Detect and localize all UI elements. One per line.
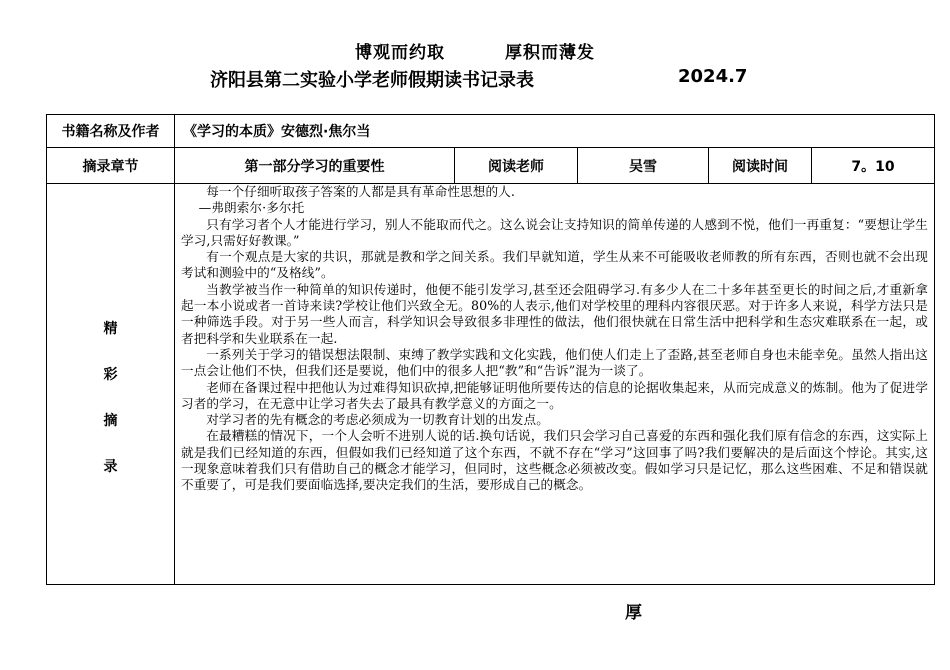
excerpt-text <box>175 184 934 494</box>
footer-fragment: 厚 <box>625 603 642 623</box>
excerpt-paragraph: 一系列关于学习的错误想法限制、束缚了教学实践和文化实践，他们使人们走上了歪路,甚至老师自身也未能幸免。虽然人指出这一点会让他们不快，但我们还是要说，他们中的很多人把“教”和“告诉”混为一谈了。 <box>181 346 928 379</box>
chapter-row <box>47 148 935 184</box>
motto <box>0 38 950 63</box>
excerpt-label-cell <box>47 184 175 585</box>
excerpt-paragraph: 当教学被当作一种简单的知识传递时，他便不能引发学习,甚至还会阻碍学习.有多少人在二十多年甚至更长的时间之后,才重新拿起一本小说或者一首诗来读?学校让他们兴致全无。80%的人表示,他们对学校里的理科内容很厌恶。对于许多人来说，科学方法只是一种筛选手段。对于另一些人而言，科学知识会导致很多非理性的做法，他们很快就在日常生活中把科学和生态灾难联系在一起，或者把科学和失业联系在一起. <box>181 281 928 346</box>
motto-left: 博观而约取 <box>355 43 445 63</box>
excerpt-paragraph: 对学习者的先有概念的考虑必须成为一切教育计划的出发点。 <box>206 412 549 428</box>
book-value: 《学习的本质》安德烈·焦尔当 <box>175 115 935 148</box>
motto-right: 厚积而薄发 <box>505 43 595 63</box>
chapter-label: 摘录章节 <box>47 148 175 184</box>
excerpt-label <box>47 184 174 476</box>
title-row <box>0 66 950 90</box>
form-date: 2024.7 <box>678 66 748 87</box>
time-value: 7。10 <box>812 148 935 184</box>
excerpt-cell <box>175 184 935 585</box>
excerpt-paragraph: 每一个仔细听取孩子答案的人都是具有革命性思想的人. <box>206 184 515 199</box>
book-row <box>47 115 935 148</box>
excerpt-row <box>47 184 935 585</box>
excerpt-label-char: 摘 <box>103 413 118 429</box>
time-label: 阅读时间 <box>709 148 812 184</box>
excerpt-label-char: 精 <box>103 321 118 337</box>
excerpt-paragraph: 只有学习者个人才能进行学习，别人不能取而代之。这么说会让支持知识的简单传递的人感到不悦，他们一再重复：“要想让学生学习,只需好好教课。” <box>181 216 928 248</box>
chapter-value: 第一部分学习的重要性 <box>175 148 455 184</box>
reading-record-table <box>46 114 935 585</box>
book-label: 书籍名称及作者 <box>47 115 175 148</box>
excerpt-paragraph: 在最糟糕的情况下，一个人会听不进别人说的话.换句话说，我们只会学习自己喜爱的东西和强化我们原有信念的东西，这实际上就是我们已经知道的东西，但假如我们已经知道了这个东西，不就不存在“学习”这回事了吗?我们要解决的是后面这个悖论。其实,这一现象意味着我们只有借助自己的概念才能学习，但同时，这些概念必须被改变。假如学习只是记忆，那么这些困难、不足和错误就不重要了，可是我们要面临选择,要决定我们的生活，要形成自己的概念。 <box>181 428 928 493</box>
teacher-label: 阅读老师 <box>455 148 578 184</box>
excerpt-paragraph: 有一个观点是大家的共识，那就是教和学之间关系。我们早就知道，学生从来不可能吸收老师教的所有东西，否则也就不会出现考试和测验中的“及格线”。 <box>181 249 928 281</box>
excerpt-paragraph: 老师在备课过程中把他认为过难得知识砍掉,把能够证明他所要传达的信息的论据收集起来，从而完成意义的炼制。他为了促进学习者的学习，在无意中让学习者失去了最具有教学意义的方面之一。 <box>181 379 928 411</box>
teacher-value: 吴雪 <box>578 148 709 184</box>
excerpt-attribution: —弗朗索尔·多尔托 <box>198 200 305 216</box>
form-title: 济阳县第二实验小学老师假期读书记录表 <box>210 70 534 91</box>
excerpt-label-char: 录 <box>103 459 118 475</box>
excerpt-label-char: 彩 <box>103 367 118 383</box>
